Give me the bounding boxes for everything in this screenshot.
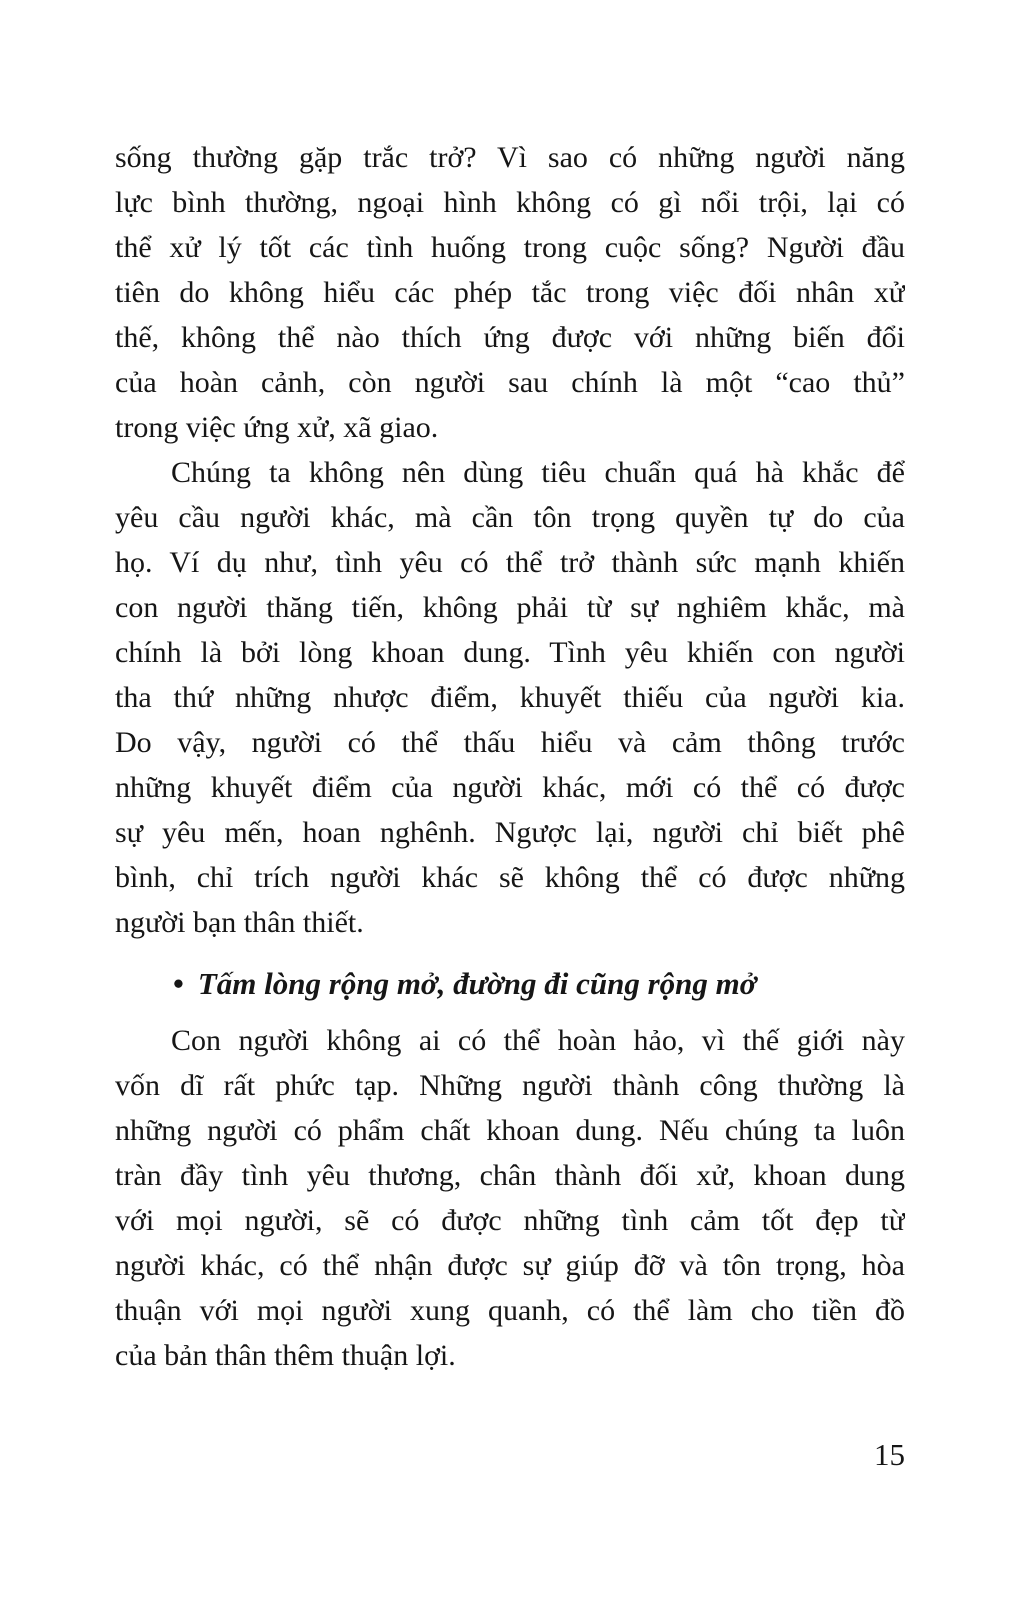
text-line: sự yêu mến, hoan nghênh. Ngược lại, người chỉ biết phê <box>115 816 905 849</box>
page-number: 15 <box>874 1437 905 1472</box>
text-line: với mọi người, sẽ có được những tình cảm tốt đẹp từ <box>115 1204 905 1237</box>
text-line: thuận với mọi người xung quanh, có thể làm cho tiền đồ <box>115 1294 905 1327</box>
paragraph <box>115 1018 905 1378</box>
text-line: sống thường gặp trắc trở? Vì sao có những người năng <box>115 141 905 174</box>
paragraph <box>115 135 905 450</box>
text-line: Do vậy, người có thể thấu hiểu và cảm thông trước <box>115 726 905 759</box>
text-line: người bạn thân thiết. <box>115 906 364 939</box>
text-line: lực bình thường, ngoại hình không có gì nổi trội, lại có <box>115 186 905 219</box>
text-line: những người có phẩm chất khoan dung. Nếu chúng ta luôn <box>115 1114 905 1147</box>
text-line: chính là bởi lòng khoan dung. Tình yêu khiến con người <box>115 636 905 669</box>
paragraph <box>115 450 905 945</box>
text-line: họ. Ví dụ như, tình yêu có thể trở thành sức mạnh khiến <box>115 546 905 579</box>
text-line: những khuyết điểm của người khác, mới có thể có được <box>115 771 905 804</box>
text-line: vốn dĩ rất phức tạp. Những người thành công thường là <box>115 1069 905 1102</box>
section-heading <box>115 961 905 1006</box>
text-line: người khác, có thể nhận được sự giúp đỡ và tôn trọng, hòa <box>115 1249 905 1282</box>
text-line: thể xử lý tốt các tình huống trong cuộc sống? Người đầu <box>115 231 905 264</box>
text-line: của bản thân thêm thuận lợi. <box>115 1339 456 1372</box>
page-text <box>115 135 905 1378</box>
section-heading-text: Tấm lòng rộng mở, đường đi cũng rộng mở <box>197 966 757 1001</box>
text-line: thế, không thể nào thích ứng được với những biến đổi <box>115 321 905 354</box>
text-line: con người thăng tiến, không phải từ sự nghiêm khắc, mà <box>115 591 905 624</box>
text-line: trong việc ứng xử, xã giao. <box>115 411 439 444</box>
text-line: của hoàn cảnh, còn người sau chính là một “cao thủ” <box>115 366 905 399</box>
text-line: Chúng ta không nên dùng tiêu chuẩn quá hà khắc để <box>171 456 905 489</box>
bullet-icon: • <box>173 966 184 1001</box>
text-line: Con người không ai có thể hoàn hảo, vì thế giới này <box>171 1024 905 1057</box>
text-line: tràn đầy tình yêu thương, chân thành đối xử, khoan dung <box>115 1159 905 1192</box>
text-line: yêu cầu người khác, mà cần tôn trọng quyền tự do của <box>115 501 905 534</box>
text-line: bình, chỉ trích người khác sẽ không thể có được những <box>115 861 905 894</box>
text-line: tha thứ những nhược điểm, khuyết thiếu của người kia. <box>115 681 905 714</box>
text-line: tiên do không hiểu các phép tắc trong việc đối nhân xử <box>115 276 905 309</box>
